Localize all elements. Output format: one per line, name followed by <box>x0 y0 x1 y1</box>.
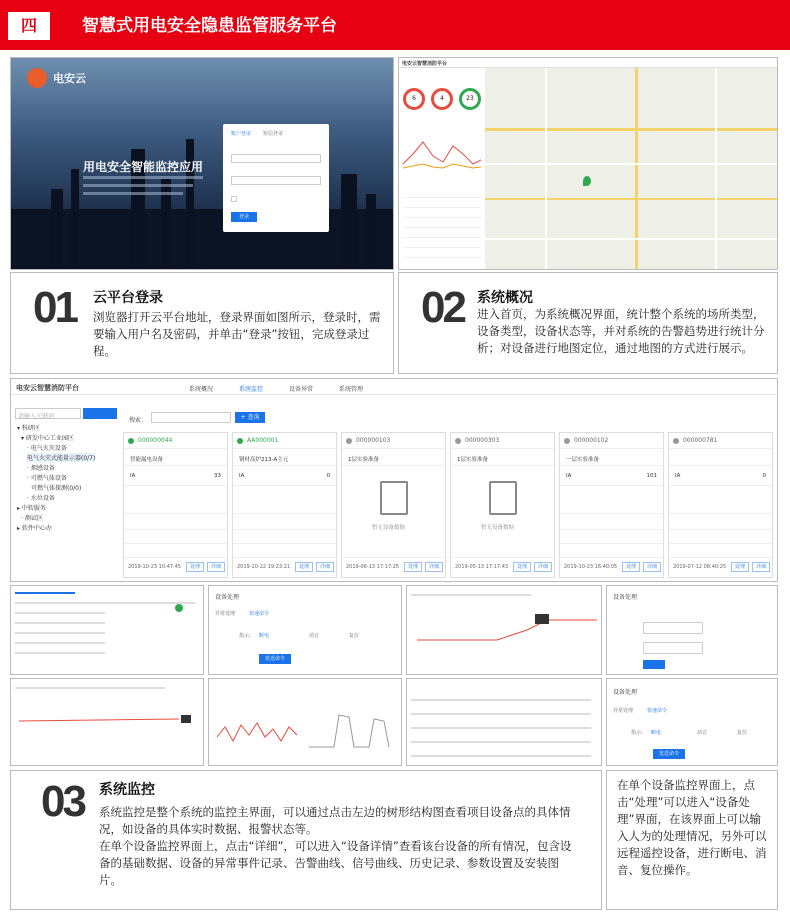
send-command-button[interactable]: 发送命令 <box>259 654 291 664</box>
status-dot-icon <box>346 438 352 444</box>
login-button[interactable]: 登录 <box>231 212 257 222</box>
overview-title: 电安云智慧消防平台 <box>402 61 448 67</box>
status-dot-icon <box>128 438 134 444</box>
tree-node[interactable]: ▾ 科研区 <box>17 425 40 432</box>
device-id: 000000044 <box>138 437 173 444</box>
side-note-text: 在单个设备监控界面上，点击“处理”可以进入“设备处理”界面，在该界面上可以输入人为的处理情况，另外可以远程遥控设备，进行断电、消音、复位操作。 <box>617 778 767 877</box>
tree-node[interactable]: · 测试区 <box>21 515 43 522</box>
nav-abnormal[interactable]: 设备异常 <box>289 386 314 393</box>
device-name: 智能漏电设备 <box>130 457 164 463</box>
filter-label: 搜索： <box>129 417 148 424</box>
login-card <box>223 124 329 232</box>
alarm-curve-thumb <box>406 585 602 675</box>
monitor-app-title: 电安云智慧消防平台 <box>16 384 79 392</box>
device-ia: 0 <box>326 473 330 479</box>
device-time: 2019-06-13 17:17:25 <box>346 564 400 570</box>
section-03-text-1: 系统监控是整个系统的监控主界面，可以通过点击左边的树形结构图查看项目设备点的具体情况，如设备的具体实时数据、报警状态等。 <box>99 805 571 836</box>
section-01 <box>10 272 394 374</box>
tree-node[interactable]: ▸ 软件中心办 <box>17 525 52 532</box>
device-card: 000000781 IA 0 2019-07-12 08:40:25 处理 详细 <box>668 432 773 578</box>
empty-text: 暂无设备数据 <box>372 525 406 531</box>
tree-search-input[interactable]: 请输入关键词 <box>18 413 55 420</box>
section-03-number: 03 <box>41 777 84 826</box>
device-card-header <box>669 433 772 449</box>
handle-thumb-2: 设备处理 异常处理 快速命令 指示: 断电 消音 复位 发送命令 <box>606 678 778 766</box>
section-01-text: 浏览器打开云平台地址，登录界面如图所示，登录时，需要输入用户名及密码，并单击“登录”按钮，完成登录过程。 <box>93 310 381 358</box>
device-time: 2019-10-22 19:23:21 <box>237 564 291 570</box>
device-ia: 101 <box>646 473 657 479</box>
device-card <box>341 432 446 578</box>
tree-node[interactable]: ▸ 中转服务 <box>17 505 46 512</box>
tree-node[interactable]: 可燃气体探测(0/0) <box>31 485 82 492</box>
empty-text: 暂无设备数据 <box>481 525 515 531</box>
device-card <box>450 432 555 578</box>
logo-icon <box>27 68 47 88</box>
detail-button[interactable]: 详细 <box>207 562 225 572</box>
handle-thumb-1: 设备处理 异常处理 快速命令 指示: 断电 消音 复位 发送命令 <box>208 585 402 675</box>
tree-node[interactable]: · 烟感设备 <box>27 465 55 472</box>
login-app-title: 用电安全智能监控应用 <box>83 160 204 174</box>
device-id: 000000303 <box>465 437 500 444</box>
stat-circle-1: 6 <box>403 88 425 110</box>
tree-node[interactable]: · 可燃气体设备 <box>27 475 67 482</box>
login-brand: 电安云 <box>53 72 86 85</box>
nav-overview[interactable]: 系统概况 <box>189 386 214 393</box>
detail-button[interactable]: 详细 <box>643 562 661 572</box>
params-thumb <box>406 678 602 766</box>
detail-button[interactable]: 详细 <box>752 562 770 572</box>
device-id: 000000102 <box>574 437 609 444</box>
login-screenshot <box>10 57 394 270</box>
stat-circle-3: 23 <box>459 88 481 110</box>
check-icon <box>175 604 183 612</box>
nav-manage[interactable]: 系统管理 <box>339 386 364 393</box>
signal-curve-thumb <box>10 678 204 766</box>
status-dot-icon <box>455 438 461 444</box>
device-time: 2019-10-23 10:47:45 <box>128 564 182 570</box>
device-card-header <box>560 433 663 449</box>
device-time: 2019-05-13 17:17:43 <box>455 564 509 570</box>
empty-doc-icon <box>380 481 408 515</box>
section-02-text: 进入首页，为系统概况界面，统计整个系统的场所类型，设备类型，设备状态等，并对系统的告警趋势进行统计分析；对设备进行地图定位，通过地图的方式进行展示。 <box>477 307 765 355</box>
section-number: 四 <box>8 12 50 40</box>
device-card-header <box>451 433 554 449</box>
device-card: 000000102 一层实验准备 IA 101 2019-10-23 16:40:05 处理 详细 <box>559 432 664 578</box>
handle-button[interactable]: 处理 <box>622 562 640 572</box>
username-field[interactable] <box>231 154 321 163</box>
overview-screenshot <box>398 57 778 270</box>
monitor-screenshot <box>10 378 778 582</box>
device-ia: 33 <box>214 473 221 479</box>
device-detail-thumb <box>10 585 204 675</box>
handle-button[interactable]: 处理 <box>513 562 531 572</box>
device-name: 钢材高炉213-A主元 <box>239 457 289 463</box>
alarm-trend-chart <box>403 134 481 174</box>
section-03 <box>10 770 602 910</box>
device-card-header <box>124 433 227 449</box>
section-03-text-2: 在单个设备监控界面上，点击“详细”，可以进入“设备详情”查看该台设备的所有情况，包含设备的基础数据、设备的异常事件记录、告警曲线、信号曲线、历史记录、参数设置及安装图片。 <box>99 839 572 887</box>
tree-node[interactable]: · 水位设备 <box>27 495 55 502</box>
device-card: AA000001 钢材高炉213-A主元 IA 0 2019-10-22 19:23:21 处理 详细 <box>232 432 337 578</box>
device-time: 2019-10-23 16:40:05 <box>564 564 618 570</box>
handle-button[interactable]: 处理 <box>731 562 749 572</box>
handle-button[interactable]: 处理 <box>404 562 422 572</box>
section-02 <box>398 272 778 374</box>
history-thumb <box>208 678 402 766</box>
section-01-title: 云平台登录 <box>93 290 163 306</box>
device-name: 1层实验准备 <box>348 457 379 463</box>
tree-node[interactable]: ▾ 研发中心工业园区 <box>21 435 74 442</box>
section-02-title: 系统概况 <box>477 290 533 306</box>
section-02-number: 02 <box>421 283 464 332</box>
detail-button[interactable]: 详细 <box>425 562 443 572</box>
password-field[interactable] <box>231 176 321 185</box>
filter-button[interactable]: + 查询 <box>235 412 265 423</box>
handle-button[interactable]: 处理 <box>295 562 313 572</box>
nav-monitor[interactable]: 系统监控 <box>239 386 264 393</box>
device-time: 2019-07-12 08:40:25 <box>673 564 727 570</box>
device-id: 000000103 <box>356 437 391 444</box>
tree-node-selected[interactable]: 电气火灾式能量示器(0/7) <box>27 455 96 462</box>
status-dot-icon <box>673 438 679 444</box>
section-title: 智慧式用电安全隐患监管服务平台 <box>82 16 337 36</box>
status-dot-icon <box>237 438 243 444</box>
tree-node[interactable]: · 电气火灾设备 <box>27 445 67 452</box>
map[interactable] <box>485 68 778 270</box>
detail-button[interactable]: 详细 <box>534 562 552 572</box>
device-name: 1层实验准备 <box>457 457 488 463</box>
handle-button[interactable]: 处理 <box>186 562 204 572</box>
stat-circle-2: 4 <box>431 88 453 110</box>
remember-checkbox[interactable] <box>231 196 237 202</box>
device-card-header <box>233 433 336 449</box>
remote-thumb: 设备处理 <box>606 585 778 675</box>
side-note <box>606 770 778 910</box>
tab-account[interactable]: 账户登录 <box>231 131 252 137</box>
tree-search-button[interactable] <box>83 408 117 419</box>
device-card-header <box>342 433 445 449</box>
device-name: 一层实验准备 <box>566 457 600 463</box>
filter-select[interactable] <box>151 412 231 423</box>
status-dot-icon <box>564 438 570 444</box>
empty-doc-icon <box>489 481 517 515</box>
section-01-number: 01 <box>33 283 76 332</box>
send-command-button-2[interactable]: 发送命令 <box>653 749 685 759</box>
detail-button[interactable]: 详细 <box>316 562 334 572</box>
device-card: 000000044 智能漏电设备 IA 33 2019-10-23 10:47:45 处理 详细 <box>123 432 228 578</box>
section-03-title: 系统监控 <box>99 782 155 798</box>
device-id: AA000001 <box>247 437 279 444</box>
device-ia: 0 <box>762 473 766 479</box>
device-id: 000000781 <box>683 437 718 444</box>
tab-sms[interactable]: 短信登录 <box>263 131 284 137</box>
map-marker-icon[interactable] <box>583 176 591 186</box>
